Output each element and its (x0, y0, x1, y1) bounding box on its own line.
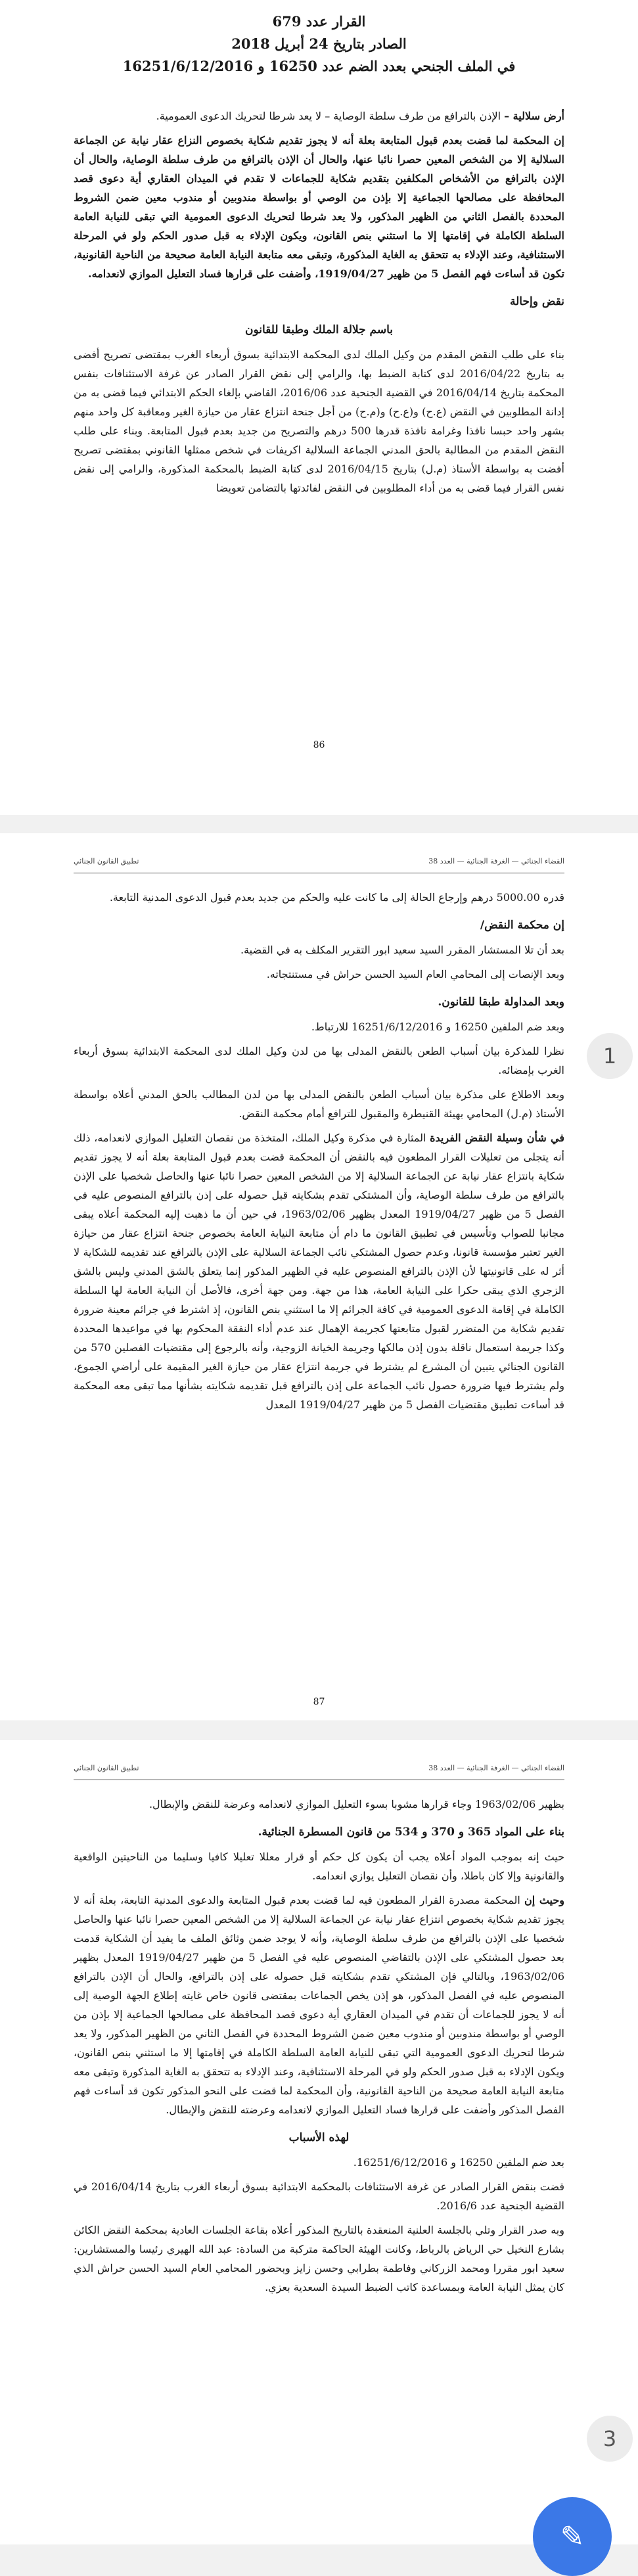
edit-fab-button[interactable] (533, 2497, 612, 2576)
header-section: تطبيق القانون الجنائي (74, 857, 139, 865)
decision-file: في الملف الجنحي بعدد الضم عدد 16250 و 16251/6/12/2016 (122, 58, 516, 74)
royal-formula: باسم جلالة الملك وطبقا للقانون (244, 323, 393, 336)
court-heading: إن محكمة النقض/ (480, 919, 564, 932)
page-1-body: بناء على طلب النقض المقدم من وكيل الملك لدى المحكمة الابتدائية بسوق أربعاء الغرب بمقتضى تصريح أفضى به بتاريخ 2016/04/22 لدى كتابة الضبط بها، والرامي إلى نقض القرار الصادر عن غرفة الاستئنافات بنفس المحكمة بتاريخ 2016/04/14 في القضية الجنحية عدد 2016/06، القاضي بإلغاء الحكم الابتدائي فيما قضى به من إدانة المطلوبين في النقض (ع.ح) و(ع.ح) و(م.ح) من أجل جنحة انتزاع عقار من حيازة الغير ومعاقبة كل واحد منهم بشهر واحد حبسا نافذا وغرامة نافذة قدرها 500 درهم والتصريح من جديد بعدم قبول المتابعة. وبناء على طلب النقض المقدم من المطالبة بالحق المدني الجماعة السلالية اكريفات في شخص ممثلها القانوني بمقتضى تصريح أفضت به بواسطة الأستاذ (م.ل) بتاريخ 2016/04/15 لدى كتابة الضبط بالمحكمة المذكورة، والرامي إلى نقض نفس القرار فيما قضى به من أداء المطلوبين في النقض لفائدتها بالتضامن تعويضا (74, 348, 565, 494)
edit-icon: ✎ (560, 2519, 585, 2554)
deliberation-heading: وبعد المداولة طبقا للقانون. (438, 996, 564, 1009)
document-page-3 (0, 1740, 638, 2544)
header-section: تطبيق القانون الجنائي (74, 1764, 139, 1772)
paragraph: بظهير 1963/02/06 وجاء قرارها مشوبا بسوء التعليل الموازي لانعدامه وعرضة للنقض والإبطال. (148, 1798, 564, 1810)
page-indicator-badge[interactable]: 3 (587, 2416, 633, 2462)
paragraph (74, 1891, 564, 2119)
paragraph (74, 1128, 564, 1414)
summary (74, 106, 564, 126)
summary-label: أرض سلالية – (504, 110, 564, 122)
running-header (74, 1759, 564, 1780)
ground-text: المثارة في مذكرة وكيل الملك، المتخذة من نقصان التعليل الموازي لانعدامه، ذلك أنه يتجلى من تعليلات القرار المطعون فيه بالنقض أن المحكمة قضت بعدم قبول المتابعة بعلة أنه لا يجوز تقديم شكاية بانتزاع عقار نيابة عن الجماعة السلالية إلا من الشخص المعين حصرا نائبا عنها والحاصل شخصيا على الإذن بالترافع من طرف سلطة الوصاية، وأن المشتكي تقدم بشكايته قبل حصوله على إذن بالترافع المنصوص عليه في الفصل 5 من ظهير 1919/04/27 المعدل بظهير 1963/02/06، في حين أن ما ذهبت إليه المحكمة أعلاه يبقى مجانبا للصواب وتأسيس في تطبيق القانون ما دام أن متابعة النيابة العامة بخصوص جنحة انتزاع عقار من حيازة الغير تعتبر مؤسسة قانونا، وعدم حصول المشتكي نائب الجماعة السلالية على الإذن بالترافع عند تقديمه للشكاية لا أثر له على قانونيتها لأن الإذن بالترافع المنصوص عليه في الظهير المذكور إنما يتعلق بالشق المدني وليس بالشق الزجري الذي يبقى حكرا على النيابة العامة، هذا من جهة. ومن جهة أخرى، فالأصل أن النيابة العامة لها السلطة الكاملة في إقامة الدعوى العمومية في كافة الجرائم إلا ما استثني بنص القانون، إذ اشترط في جرائم معينة ضرورة تقديم شكاية من المتضرر لقبول متابعتها كجريمة الإهمال عند عدم أداء النفقة المحكوم بها في مواعيدها المحددة وكذا جريمة استعمال ناقلة بدون إذن مالكها وجريمة الخيانة الزوجية، وأنه بالرجوع إلى مقتضيات الفصلين 570 من القانون الجنائي يتبين أن المشرع لم يشترط في جريمة انتزاع عقار من حيازة الغير المقيمة على أراضي الجموع، ولم يشترط فيها ضرورة حصول نائب الجماعة على إذن بالترافع قبل تقديمه شكايته بشأنها مما تبقى معه المحكمة قد أساءت تطبيق مقتضيات الفصل 5 من ظهير 1919/04/27 المعدل (74, 1132, 565, 1411)
reasoning-lead: وحيث إن (524, 1894, 564, 1906)
paragraph: وبه صدر القرار وتلي بالجلسة العلنية المنعقدة بالتاريخ المذكور أعلاه بقاعة الجلسات العادية بمحكمة النقض الكائن بشارع النخيل حي الرياض بالرباط، وكانت الهيئة الحاكمة متركبة من السادة: عبد الله الهيري رئيسا والمستشارين: سعيد ابور مقررا ومحمد الزركاني وفاطمة بطرابي وحسن زايز وبحضور المحامي العام السيد الحسن حراش الذي كان يمثل النيابة العامة وبمساعدة كاتب الضبط السيدة السعدية بعزي. (74, 2224, 564, 2293)
page-number-87: 87 (313, 1697, 325, 1707)
decision-title: القرار عدد 679 (272, 13, 366, 30)
paragraph: قضت بنقض القرار الصادر عن غرفة الاستئنافات بالمحكمة الابتدائية بسوق أربعاء الغرب بتاريخ 2016/04/14 في القضية الجنحية عدد 2016/6. (74, 2180, 564, 2212)
running-header (74, 852, 564, 873)
verdict-label: نقض وإحالة (510, 295, 564, 308)
legal-basis-heading: بناء على المواد 365 و 370 و 534 من قانون المسطرة الجنائية. (258, 1826, 564, 1839)
summary-text: الإذن بالترافع من طرف سلطة الوصاية – لا يعد شرطا لتحريك الدعوى العمومية. (156, 110, 501, 122)
paragraph: وبعد الاطلاع على مذكرة بيان أسباب الطعن بالنقض المدلى بها من لدن المطالب بالحق المدني أعلاه بواسطة الأستاذ (م.ل) المحامي بهيئة القنيطرة والمقبول للترافع أمام محكمة النقض. (74, 1088, 564, 1120)
page-number-86: 86 (313, 740, 325, 750)
document-page-1 (0, 0, 638, 815)
paragraph: حيث إنه بموجب المواد أعلاه يجب أن يكون كل حكم أو قرار معللا تعليلا كافيا وسليما من الناحيتين الواقعية والقانونية وإلا كان باطلا، وأن نقصان التعليل يوازي انعدامه. (74, 1851, 565, 1882)
paragraph: وبعد الإنصات إلى المحامي العام السيد الحسن حراش في مستنتجاته. (266, 968, 564, 980)
reasons-heading: لهذه الأسباب (288, 2131, 350, 2144)
paragraph: بعد ضم الملفين 16250 و 16251/6/12/2016. (353, 2156, 564, 2169)
paragraph: قدره 5000.00 درهم وإرجاع الحالة إلى ما كانت عليه والحكم من جديد بعدم قبول الدعوى المدنية التابعة. (109, 891, 564, 904)
page-2-content (74, 852, 564, 1419)
ground-label: في شأن وسيلة النقض الفريدة (430, 1132, 564, 1144)
paragraph: وبعد ضم الملفين 16250 و 16251/6/12/2016 للارتباط. (311, 1021, 564, 1033)
reasoning-text: المحكمة مصدرة القرار المطعون فيه لما قضت بعدم قبول المتابعة والدعوى المدنية التابعة، بعلة أنه لا يجوز تقديم شكاية بخصوص انتزاع عقار نيابة عن الجماعة السلالية إلا من الشخص المعين حصرا نائبا عنها والحاصل شخصيا على الإذن بالترافع من طرف سلطة الوصاية، وأنه لا يوجد ضمن وثائق الملف ما يفيد أن الشكاية قدمت بعد حصول المشتكي على الإذن بالتقاضي المنصوص عليه في الفصل 5 من ظهير 1919/04/27 المعدل بظهير 1963/02/06، وبالتالي فإن المشتكي تقدم بشكايته قبل حصوله على إذن بالترافع، والحال أن الإذن بالترافع المنصوص عليه في الفصل المذكور، هو إذن يخص الجماعات بمقتضى قانون خاص غايته إطلاع الجهة الوصية إلى أنه لا يجوز للجماعات أن تقدم في الميدان العقاري أية دعوى قصد المحافظة على مصالحها الجماعية إلا بإذن من الوصي أو بواسطة مندوبين أو مندوب معين ضمن الشروط المحددة في الفصل الثاني من الظهير المذكور، ولا يعد شرطا لتحريك الدعوى العمومية التي تبقى للنيابة العامة السلطة الكاملة في إقامتها إلا ما استثني بنص القانون، ويكون الإدلاء به قبل صدور الحكم ولو في المرحلة الاستئنافية، وعند الإدلاء به تتحقق به الغاية المذكورة وتبقى معه متابعة النيابة العامة صحيحة من الناحية القانونية، وأن المحكمة لما قضت على النحو المذكور تكون قد أساءت فهم الفصل المذكور وأضفت على قرارها فساد التعليل الموازي لانعدامه وعرضته للنقض والإبطال. (74, 1894, 565, 2116)
paragraph: نظرا للمذكرة بيان أسباب الطعن بالنقض المدلى بها من لدن وكيل الملك لدى المحكمة الابتدائية بسوق أربعاء الغرب بإمضائه. (74, 1045, 564, 1076)
page-indicator-badge[interactable]: 1 (587, 1033, 633, 1079)
header-journal: القضاء الجنائي — الغرفة الجنائية — العدد 38 (428, 857, 564, 865)
header-journal: القضاء الجنائي — الغرفة الجنائية — العدد 38 (428, 1764, 564, 1772)
paragraph: بعد أن تلا المستشار المقرر السيد سعيد ابور التقرير المكلف به في القضية. (240, 944, 564, 956)
decision-date: الصادر بتاريخ 24 أبريل 2018 (231, 35, 407, 52)
page-1-content (74, 11, 564, 503)
document-page-2 (0, 833, 638, 1720)
page-3-content (74, 1759, 564, 2302)
legal-principle: إن المحكمة لما قضت بعدم قبول المتابعة بعلة أنه لا يجوز تقديم شكاية بخصوص النزاع عقار نيابة عن الجماعة السلالية إلا من الشخص المعين حصرا نائبا عنها، والحال أن الإذن بالترافع من طرف سلطة الوصاية، والحال أن الإذن بالترافع من الأشخاص المكلفين بتقديم شكاية للجماعات لا تقدم في الميدان العقاري أية دعوى قصد المحافظة على مصالحها الجماعية إلا بإذن من الوصي أو بواسطة مندوبين أو مندوب معين ضمن الشروط المحددة بالفصل الثاني من الظهير المذكور، ولا يعد شرطا لتحريك الدعوى العمومية التي تبقى للنيابة العامة السلطة الكاملة في إقامتها إلا ما استثني بنص القانون، ويكون الإدلاء به قبل صدور الحكم ولو في المرحلة الاستئنافية، وعند الإدلاء به تتحقق به الغاية المذكورة، وتبقى معه متابعة النيابة العامة صحيحة من الناحية القانونية، تكون قد أساءت فهم الفصل 5 من ظهير 1919/04/27، وأضفت على قرارها فساد التعليل الموازي لانعدامه. (74, 134, 565, 280)
